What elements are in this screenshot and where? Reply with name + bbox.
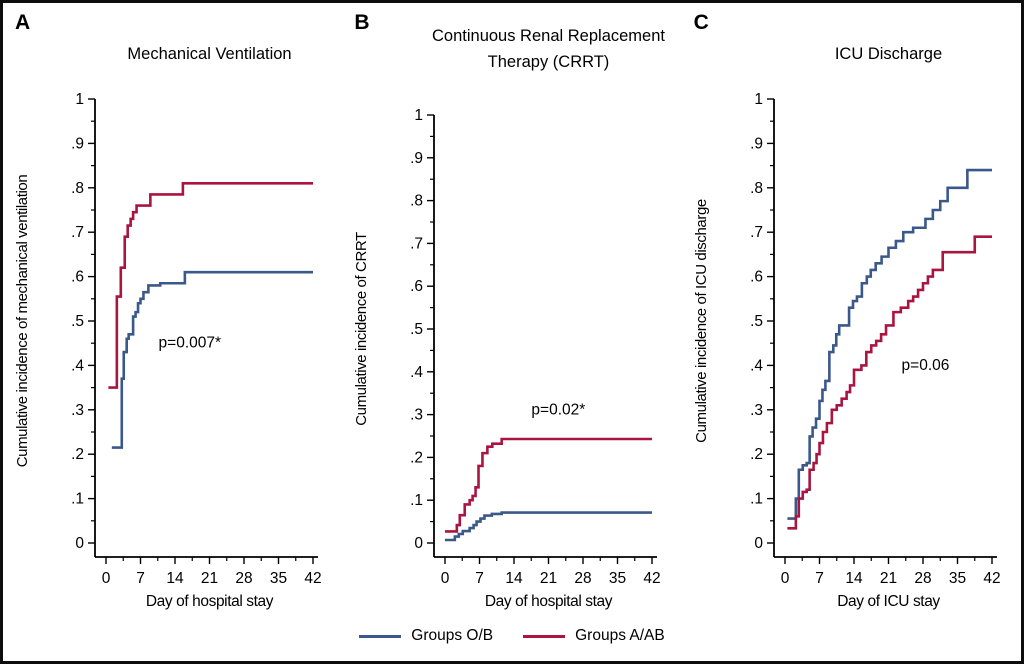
series-groups-o-b [112,272,313,447]
y-tick-label: .8 [410,192,424,210]
p-value-annotation: p=0.007* [158,334,222,352]
y-tick-label: .5 [749,313,763,330]
series-groups-o-b [787,170,992,519]
y-tick-label: 1 [414,107,424,124]
x-axis-title: Day of hospital stay [146,593,274,610]
x-tick-label: 21 [879,570,897,587]
y-tick-label: 1 [75,91,85,108]
panel-title: Therapy (CRRT) [488,53,610,71]
y-axis-title: Cumulative incidence of mechanical ventilation [14,174,32,468]
x-tick-label: 0 [780,570,790,587]
y-tick-label: .9 [71,135,85,153]
y-tick-label: 0 [754,535,763,552]
x-tick-label: 35 [948,570,966,587]
y-tick-label: .8 [749,179,763,197]
y-tick-label: .5 [71,313,85,330]
y-tick-label: .4 [749,357,763,375]
series-groups-a-ab [445,439,652,531]
x-axis-title: Day of ICU stay [837,593,940,610]
y-tick-label: .4 [410,363,424,381]
x-tick-label: 7 [136,570,145,587]
chart-B [342,5,681,619]
y-axis-title: Cumulative incidence of ICU discharge [692,199,710,443]
x-tick-label: 35 [609,570,627,587]
x-axis-title: Day of hospital stay [485,593,613,610]
panel-a-letter: A [15,11,31,34]
y-tick-label: 0 [75,535,85,552]
x-tick-label: 7 [475,570,485,587]
y-tick-label: .2 [410,449,424,467]
series-groups-a-ab [109,183,314,387]
y-tick-label: .2 [71,446,85,464]
series-groups-o-b [445,513,652,540]
legend-label-groups-aab: Groups A/AB [575,627,665,644]
legend-label-groups-ob: Groups O/B [411,627,494,644]
panel-title: Continuous Renal Replacement [432,27,666,45]
x-tick-label: 0 [441,570,450,587]
x-tick-label: 14 [845,570,863,587]
y-tick-label: .7 [749,224,763,242]
y-tick-label: .5 [410,321,424,338]
y-tick-label: .9 [749,135,763,153]
y-tick-label: .1 [749,490,763,508]
panel-b-letter: B [354,11,370,34]
x-tick-label: 28 [914,570,932,587]
x-tick-label: 21 [540,570,558,587]
x-tick-label: 28 [574,570,593,587]
legend [3,619,1021,661]
x-tick-label: 42 [304,570,322,587]
panel-c [682,5,1021,619]
x-tick-label: 14 [505,570,524,587]
legend-line-groups-ob [359,635,401,638]
y-tick-label: .9 [410,149,424,167]
y-tick-label: .1 [410,492,424,510]
x-tick-label: 14 [166,570,184,587]
legend-item-groups-aab [523,627,665,645]
y-tick-label: .7 [410,235,424,253]
series-groups-a-ab [787,237,992,529]
x-tick-label: 7 [815,570,824,587]
y-tick-label: 0 [414,535,424,552]
y-tick-label: .4 [71,357,85,375]
x-tick-label: 21 [201,570,219,587]
chart-C [682,5,1021,619]
y-tick-label: .6 [71,268,85,286]
y-tick-label: .1 [71,490,85,508]
y-tick-label: .8 [71,179,85,197]
y-tick-label: 1 [754,91,763,108]
y-tick-label: .6 [749,268,763,286]
x-tick-label: 42 [983,570,1001,587]
y-tick-label: .6 [410,278,424,296]
p-value-annotation: p=0.06 [901,356,950,374]
panel-b [342,5,681,619]
p-value-annotation: p=0.02* [531,401,586,419]
chart-A [3,5,342,619]
legend-line-groups-aab [523,635,565,638]
y-tick-label: .2 [749,446,763,464]
panel-a [3,5,342,619]
x-tick-label: 0 [101,570,111,587]
x-tick-label: 35 [270,570,288,587]
legend-item-groups-ob [359,627,493,645]
panels-row [3,5,1021,619]
x-tick-label: 42 [643,570,662,587]
panel-c-letter: C [693,11,709,34]
x-tick-label: 28 [235,570,253,587]
panel-title: ICU Discharge [834,45,942,63]
y-tick-label: .3 [749,401,763,419]
y-tick-label: .3 [410,406,424,424]
y-tick-label: .7 [71,224,85,242]
panel-title: Mechanical Ventilation [127,45,292,63]
y-tick-label: .3 [71,401,85,419]
y-axis-title: Cumulative incidence of CRRT [353,232,371,426]
